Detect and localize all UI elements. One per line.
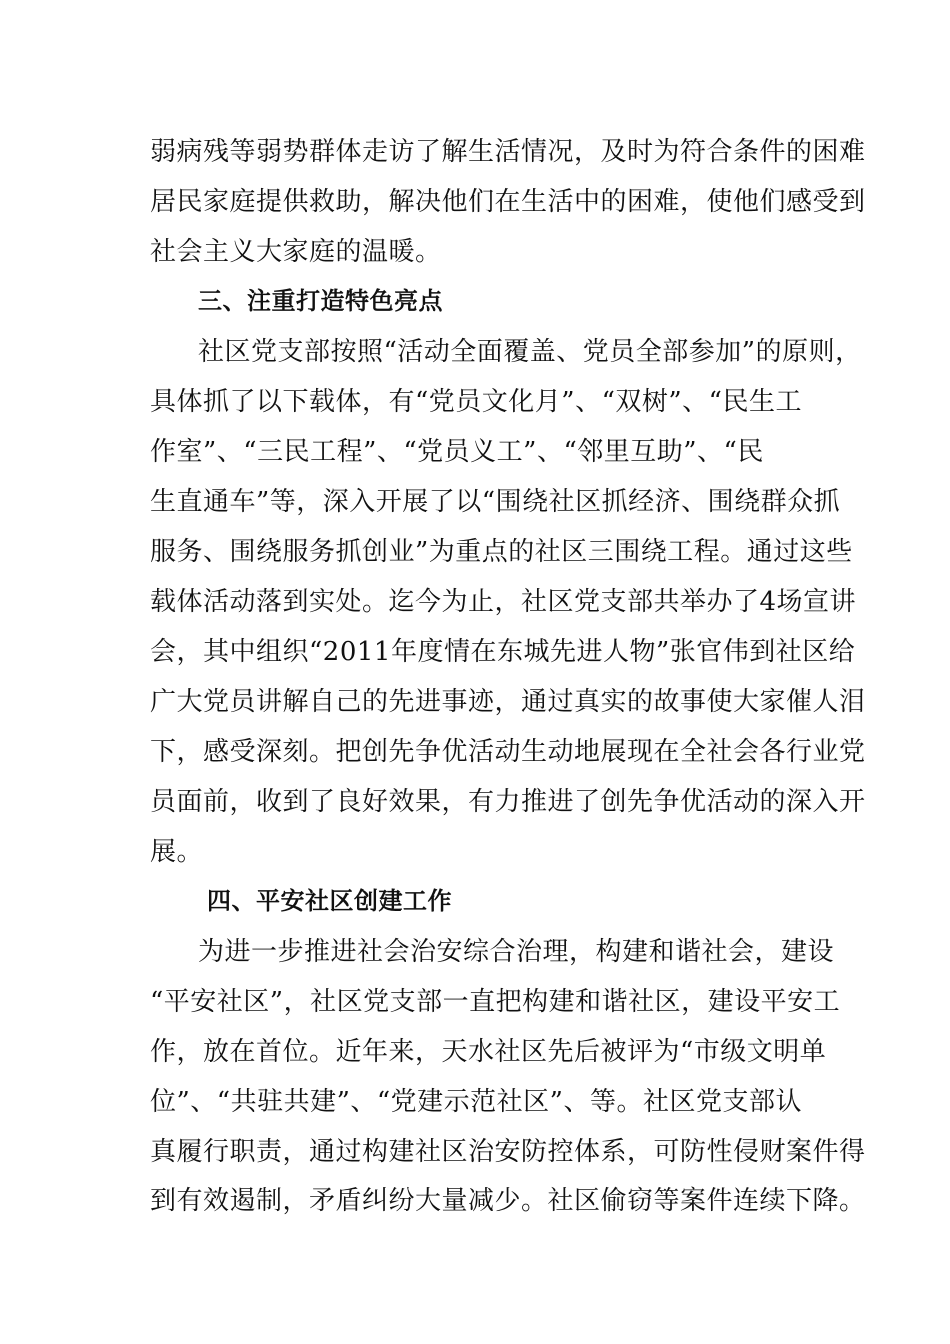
paragraph-line: 位”、“共驻共建”、“党建示范社区”、等。社区党支部认 [150,1087,802,1117]
paragraph-line: 居民家庭提供救助，解决他们在生活中的困难，使他们感受到 [150,187,866,217]
paragraph-line: 下，感受深刻。把创先争优活动生动地展现在全社会各行业党 [150,737,866,767]
paragraph-line: 弱病残等弱势群体走访了解生活情况，及时为符合条件的困难 [150,137,866,167]
paragraph-line: 社区党支部按照“活动全面覆盖、党员全部参加”的原则， [198,337,862,367]
paragraph-line: 生直通车”等，深入开展了以“围绕社区抓经济、围绕群众抓 [150,487,841,517]
paragraph-line: 会，其中组织“2011年度情在东城先进人物”张官伟到社区给 [150,637,856,667]
paragraph-line: 为进一步推进社会治安综合治理，构建和谐社会，建设 [198,937,835,967]
paragraph-line: 展。 [150,837,204,867]
paragraph-line: “平安社区”，社区党支部一直把构建和谐社区，建设平安工 [150,987,841,1017]
paragraph-line: 作室”、“三民工程”、“党员义工”、“邻里互助”、“民 [150,437,764,467]
paragraph-line: 作，放在首位。近年来，天水社区先后被评为“市级文明单 [150,1037,827,1067]
paragraph-line: 具体抓了以下载体，有“党员文化月”、“双树”、“民生工 [150,387,802,417]
section-heading-3: 三、注重打造特色亮点 [198,287,443,315]
paragraph-line: 员面前，收到了良好效果，有力推进了创先争优活动的深入开 [150,787,866,817]
paragraph-line: 到有效遏制，矛盾纠纷大量减少。社区偷窃等案件连续下降。 [150,1186,866,1216]
paragraph-line: 真履行职责，通过构建社区治安防控体系，可防性侵财案件得 [150,1137,866,1167]
paragraph-line: 服务、围绕服务抓创业”为重点的社区三围绕工程。通过这些 [150,537,853,567]
paragraph-line: 载体活动落到实处。迄今为止，社区党支部共举办了4场宣讲 [150,587,857,617]
paragraph-line: 社会主义大家庭的温暖。 [150,237,442,267]
section-heading-4: 四、平安社区创建工作 [207,887,452,915]
paragraph-line: 广大党员讲解自己的先进事迹，通过真实的故事使大家催人泪 [150,687,866,717]
